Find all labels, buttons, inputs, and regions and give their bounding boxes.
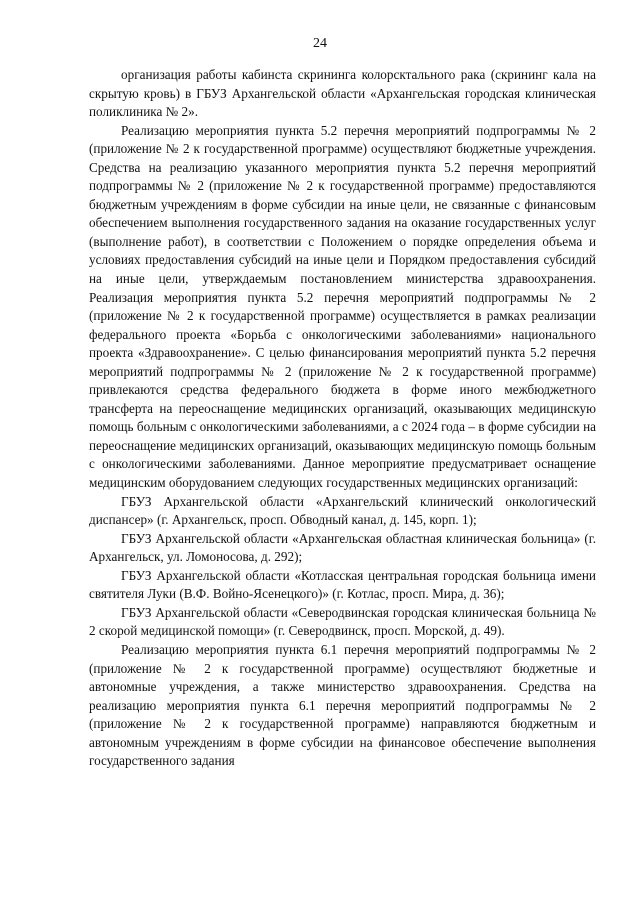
page-number: 24 bbox=[313, 36, 327, 51]
paragraph-6: ГБУЗ Архангельской области «Северодвинская городская клиническая больница № 2 скорой медицинской помощи» (г. Северодвинск, просп. Морской, д. 49). bbox=[89, 604, 596, 639]
paragraph-2: Реализацию мероприятия пункта 5.2 перечня мероприятий подпрограммы № 2 (приложение № 2 к государственной программе) осуществляют бюджетные учреждения. Средства на реализацию указанного мероприятия пункта 5.2 перечня мероприятий подпрограммы № 2 (приложение № 2 к государственной программе) предоставляются бюджетным учреждениям в форме субсидии на иные цели, не связанные с финансовым обеспечением выполнения государственного задания на оказание государственных услуг (выполнение работ), в соответствии с Положением о порядке определения объема и условиях предоставления субсидий на иные цели и Порядком предоставления субсидий на иные цели, утверждаемым постановлением министерства здравоохранения. Реализация мероприятия пункта 5.2 перечня мероприятий подпрограммы № 2 (приложение № 2 к государственной программе) осуществляется в рамках реализации федерального проекта «Борьба с онкологическими заболеваниями» национального проекта «Здравоохранение». С целью финансирования мероприятий пункта 5.2 перечня мероприятий подпрограммы № 2 (приложение № 2 к государственной программе) привлекаются средства федерального бюджета в форме иного межбюджетного трансферта на переоснащение медицинских организаций, оказывающих медицинскую помощь больным с онкологическими заболеваниями, а с 2024 года – в форме субсидии на переоснащение медицинских организаций, оказывающих медицинскую помощь больным с онкологическими заболеваниями. Данное мероприятие предусматривает оснащение медицинским оборудованием следующих государственных медицинских организаций: bbox=[89, 122, 596, 491]
document-body bbox=[89, 66, 596, 771]
paragraph-4: ГБУЗ Архангельской области «Архангельская областная клиническая больница» (г. Архангельск, ул. Ломоносова, д. 292); bbox=[89, 530, 596, 565]
paragraph-5: ГБУЗ Архангельской области «Котласская центральная городская больница имени святителя Луки (В.Ф. Войно-Ясенецкого)» (г. Котлас, просп. Мира, д. 36); bbox=[89, 567, 596, 602]
paragraph-7: Реализацию мероприятия пункта 6.1 перечня мероприятий подпрограммы № 2 (приложение № 2 к государственной программе) осуществляют бюджетные и автономные учреждения, а также министерство здравоохранения. Средства на реализацию мероприятия пункта 6.1 перечня мероприятий подпрограммы № 2 (приложение № 2 к государственной программе) направляются бюджетным и автономным учреждениям в форме субсидии на финансовое обеспечение выполнения государственного задания bbox=[89, 641, 596, 769]
paragraph-3: ГБУЗ Архангельской области «Архангельский клинический онкологический диспансер» (г. Архангельск, просп. Обводный канал, д. 145, корп. 1); bbox=[89, 493, 596, 528]
paragraph-1: организация работы кабинста скрининга колорсктального рака (скрининг кала на скрытую кровь) в ГБУЗ Архангельской области «Архангельская городская клиническая поликлиника № 2». bbox=[89, 67, 596, 120]
